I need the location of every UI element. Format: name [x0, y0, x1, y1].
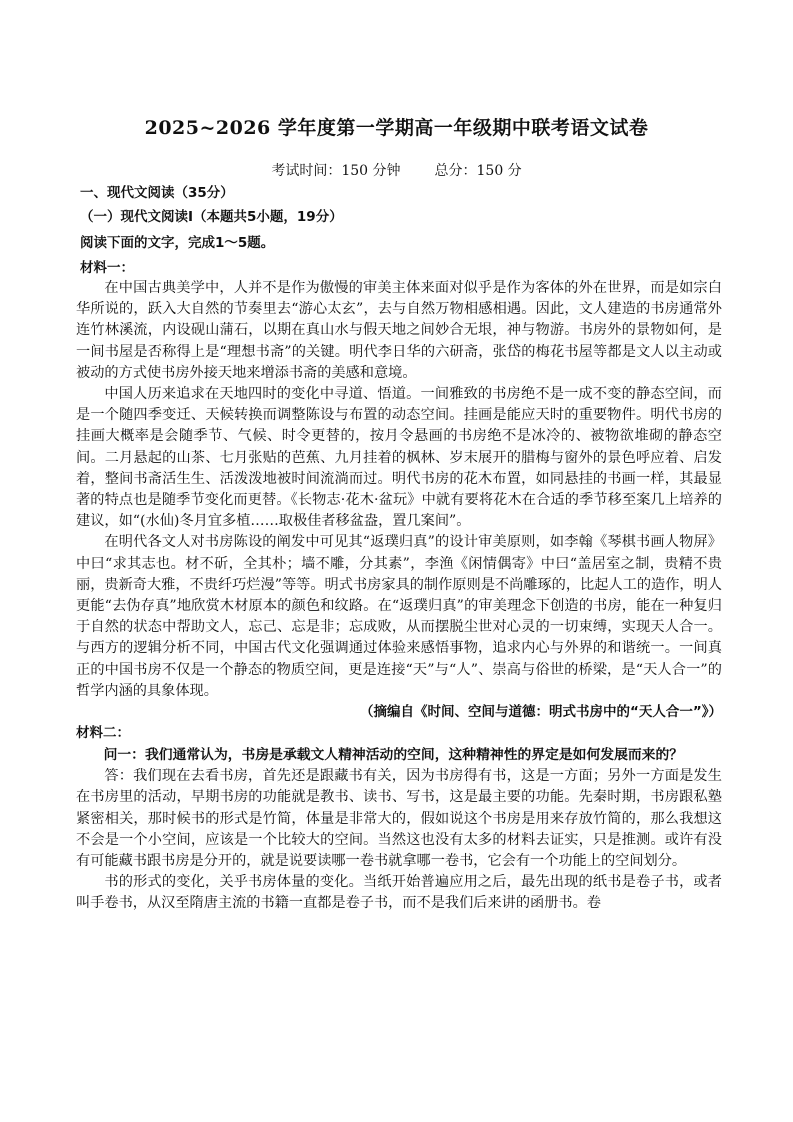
material1-label: 材料一： — [80, 260, 134, 276]
subsection-heading: （一）现代文阅读Ⅰ（本题共5小题，19分） — [80, 209, 343, 225]
answer-paragraph: 书的形式的变化，关乎书房体量的变化。当纸开始普遍应用之后，最先出现的纸书是卷子书，或者叫手卷书，从汉至隋唐主流的书籍一直都是卷子书，而不是我们后来讲的函册书。卷 — [76, 874, 722, 912]
exam-meta — [0, 160, 793, 180]
interview-question: 问一：我们通常认为，书房是承载文人精神活动的空间，这种精神性的界定是如何发展而来的？ — [103, 747, 684, 764]
material1-source: （摘编自《时间、空间与道德：明式书房中的“天人合一”》） — [360, 704, 722, 721]
instruction: 阅读下面的文字，完成1～5题。 — [80, 235, 275, 251]
exam-title: 2025~2026 学年度第一学期高一年级期中联考语文试卷 — [144, 117, 649, 139]
exam-time: 考试时间：150 分钟 — [271, 163, 401, 179]
passage-body — [76, 278, 722, 915]
total-score: 总分：150 分 — [434, 163, 522, 179]
material2-label: 材料二： — [76, 725, 130, 742]
section-heading: 一、现代文阅读（35分） — [80, 185, 234, 201]
material1-paragraph: 在明代各文人对书房陈设的阐发中可见其“返璞归真”的设计审美原则，如李翰《琴棋书画人物屏》中曰“求其志也。材不斫，全其朴；墙不雕，分其素”，李渔《闲情偶寄》中曰“盖居室之制，贵精不贵丽，贵新奇大雅，不贵纤巧烂漫”等等。明式书房家具的制作原则是不尚雕琢的，比起人工的造作，明人更能“去伪存真”地欣赏木材原本的颜色和纹路。在“返璞归真”的审美理念下创造的书房，能在一种复归于自然的状态中帮助文人，忘己、忘是非；忘成败，从而摆脱尘世对心灵的一切束缚，实现天人合一。与西方的逻辑分析不同，中国古代文化强调通过体验来感悟事物，追求内心与外界的和谐统一。一间真正的中国书房不仅是一个静态的物质空间，更是连接“天”与“人”、崇高与俗世的桥梁，是“天人合一”的哲学内涵的具象体现。 — [76, 534, 722, 699]
answer-paragraph: 答：我们现在去看书房，首先还是跟藏书有关，因为书房得有书，这是一方面；另外一方面是发生在书房里的活动，早期书房的功能就是教书、读书、写书，这是最主要的功能。先秦时期，书房跟私塾紧密相关，那时候书的形式是竹简，体量是非常大的，假如说这个书房是用来存放竹简的，那么我想这不会是一个小空间，应该是一个比较大的空间。当然这也没有太多的材料去证实，只是推测。或许有没有可能藏书跟书房是分开的，就是说要读哪一卷书就拿哪一卷书，它会有一个功能上的空间划分。 — [76, 768, 722, 870]
material1-paragraph: 中国人历来追求在天地四时的变化中寻道、悟道。一间雅致的书房绝不是一成不变的静态空间，而是一个随四季变迁、天候转换而调整陈设与布置的动态空间。挂画是能应天时的重要物件。明代书房的挂画大概率是会随季节、气候、时令更替的，按月令悬画的书房绝不是冰冷的、被物欲堆砌的静态空间。二月悬起的山茶、七月张贴的芭蕉、九月挂着的枫林、岁末展开的腊梅与窗外的景色呼应着、启发着，整间书斋活生生、活泼泼地被时间流淌而过。明代书房的花木布置，如同悬挂的书画一样，其最显著的特点也是随季节变化而更替。《长物志·花木·盆玩》中就有要将花木在合适的季节移至案几上培养的建议，如“(水仙)冬月宜多植……取极佳者移盆盎，置几案间”。 — [76, 386, 722, 530]
material1-paragraph: 在中国古典美学中，人并不是作为傲慢的审美主体来面对似乎是作为客体的外在世界，而是如宗白华所说的，跃入大自然的节奏里去“游心太玄”，去与自然万物相感相遇。因此，文人建造的书房通常外连竹林溪流，内设砚山蒲石，以期在真山水与假天地之间妙合无垠，神与物游。书房外的景物如何，是一间书屋是否称得上是“理想书斋”的关键。明代李日华的六研斋，张岱的梅花书屋等都是文人以主动或被动的方式使书房外接天地来增添书斋的美感和意境。 — [76, 280, 722, 381]
